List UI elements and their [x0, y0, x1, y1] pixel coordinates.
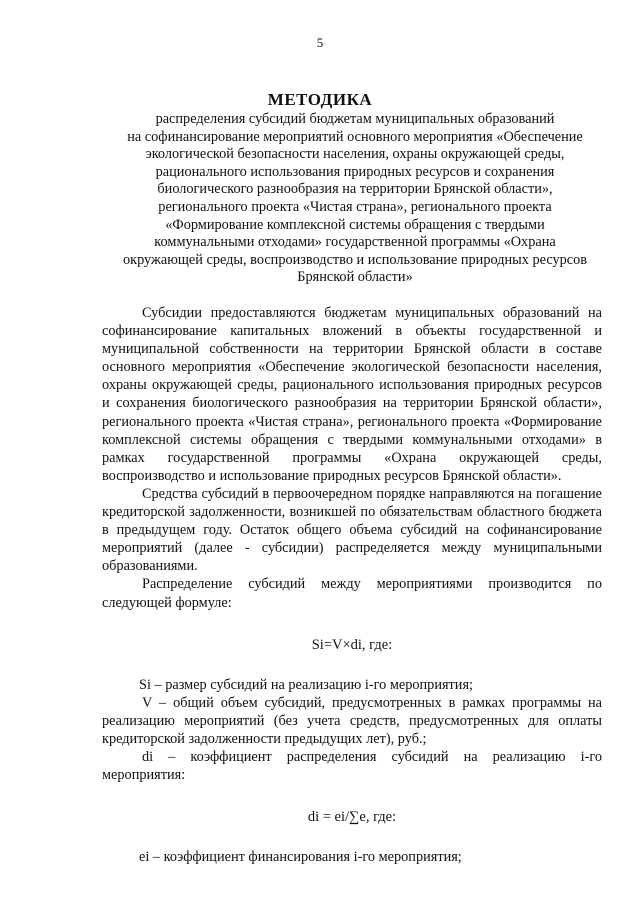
page-number: 5	[316, 35, 324, 50]
paragraph: Субсидии предоставляются бюджетам муниципальных образований на софинансирование капитальных вложений в объекты государственной и муниципальной собственности на территории Брянской области в составе основного мероприятия «Обеспечение экологической безопасности населения, охраны окружающей среды, рационального использования природных ресурсов и сохранения биологического разнообразия на территории Брянской области», регионального проекта «Чистая страна», регионального проекта «Формирование комплексной системы обращения с твердыми коммунальными отходами» в рамках государственной программы «Охрана окружающей среды, воспроизводство и использование природных ресурсов Брянской области».	[102, 305, 602, 484]
definition-di: di – коэффициент распределения субсидий на реализацию i-го мероприятия:	[102, 749, 602, 784]
paragraph: Средства субсидий в первоочередном порядке направляются на погашение кредиторской задолженности, возникшей по обязательствам областного бюджета в предыдущем году. Остаток общего объема субсидий на софинансирование мероприятий (далее - субсидии) распределяется между муниципальными образованиями.	[102, 485, 602, 575]
definition-si: Si – размер субсидий на реализацию i-го мероприятия;	[139, 676, 473, 693]
subtitle-line: коммунальными отходами» государственной программы «Охрана	[154, 234, 556, 251]
subtitle-line: окружающей среды, воспроизводство и использование природных ресурсов	[122, 251, 588, 268]
subtitle-line: «Формирование комплексной системы обращения с твердыми	[165, 216, 545, 233]
formula-distribution-coefficient: di = ei/∑e, где:	[307, 809, 397, 826]
subtitle-line: распределения субсидий бюджетам муниципальных образований	[155, 111, 555, 127]
formula-subsidy-size: Si=V×di, где:	[311, 636, 393, 653]
document-body	[102, 304, 602, 866]
subtitle-line: рационального использования природных ресурсов и сохранения	[155, 163, 555, 180]
document-title: МЕТОДИКА	[267, 90, 373, 109]
subtitle-line: на софинансирование мероприятий основного мероприятия «Обеспечение	[127, 128, 583, 145]
definition-ei: ei – коэффициент финансирования i-го мероприятия;	[139, 849, 462, 866]
document-subtitle	[105, 111, 605, 287]
subtitle-line: Брянской области»	[297, 269, 413, 286]
subtitle-line: экологической безопасности населения, охраны окружающей среды,	[145, 146, 565, 163]
definition-v: V – общий объем субсидий, предусмотренных в рамках программы на реализацию мероприятий (без учета средств, предусмотренных для оплаты кредиторской задолженности предыдущих лет), руб.;	[102, 694, 602, 747]
paragraph: Распределение субсидий между мероприятиями производится по следующей формуле:	[102, 576, 602, 611]
subtitle-line: регионального проекта «Чистая страна», регионального проекта	[158, 198, 552, 215]
subtitle-line: биологического разнообразия на территории Брянской области»,	[157, 181, 553, 198]
